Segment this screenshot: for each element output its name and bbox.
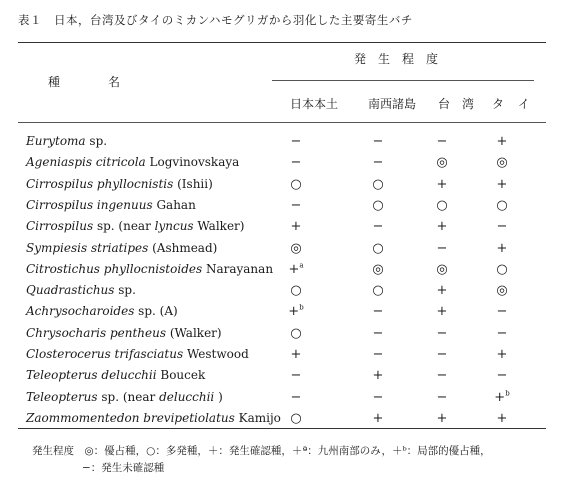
species-name (26, 219, 244, 233)
occurrence-cell (422, 177, 462, 192)
species-name-italic: Achrysocharoides (26, 304, 135, 319)
occurrence-cell (422, 262, 462, 277)
occurrence-cell (482, 219, 522, 234)
species-name-italic: Cirrospilus phyllocnistis (26, 176, 174, 191)
occurrence-symbol: − (372, 347, 384, 362)
occurrence-cell (276, 368, 316, 383)
occurrence-cell (358, 198, 398, 213)
species-header-char-2: 名 (108, 75, 121, 89)
species-name (26, 283, 136, 297)
table-row (0, 262, 563, 282)
species-name-italic: Closterocerus trifasciatus (26, 347, 184, 361)
occurrence-symbol: + (494, 389, 506, 405)
occurrence-symbol: − (372, 389, 384, 405)
occurrence-cell (358, 390, 398, 405)
species-name (26, 134, 107, 148)
col-header-thailand: タイ (492, 97, 544, 111)
occurrence-symbol: − (496, 219, 508, 235)
occurrence-cell (276, 198, 316, 213)
table-row (0, 177, 563, 197)
top-rule (18, 42, 546, 43)
occurrence-cell (422, 304, 462, 319)
species-name-italic: Cirrospilus ingenuus (26, 197, 153, 212)
species-name-italic: delucchii (159, 389, 215, 404)
occurrence-cell (422, 241, 462, 256)
species-name (26, 155, 239, 169)
occurrence-symbol: − (290, 155, 302, 171)
species-name-roman: Logvinovskaya (145, 155, 240, 170)
occurrence-cell (276, 411, 316, 426)
occurrence-symbol: + (436, 304, 448, 320)
occurrence-cell (482, 177, 522, 192)
occurrence-symbol: + (288, 304, 300, 320)
species-name-italic: Quadrastichus (26, 283, 115, 298)
occurrence-cell (482, 368, 522, 383)
table-row (0, 283, 563, 303)
occurrence-symbol: ○ (372, 283, 384, 299)
species-name-roman: (Ishii) (173, 176, 213, 191)
bottom-rule (18, 428, 546, 429)
occurrence-cell (358, 219, 398, 234)
table-row (0, 241, 563, 261)
table-row (0, 155, 563, 175)
occurrence-cell (358, 368, 398, 383)
species-name (26, 368, 205, 382)
species-name (26, 262, 273, 276)
occurrence-cell (422, 134, 462, 149)
species-name-roman: Walker) (193, 219, 245, 234)
species-column-header (48, 73, 120, 90)
table-row (0, 390, 563, 410)
species-name-roman: Westwood (183, 347, 249, 361)
occurrence-symbol: − (436, 134, 448, 149)
occurrence-symbol: − (436, 368, 448, 384)
table-row (0, 304, 563, 324)
occurrence-symbol: ◎ (496, 283, 508, 299)
species-name-italic: Zaommomentedon brevipetiolatus (26, 410, 235, 425)
occurrence-cell (358, 177, 398, 192)
occurrence-cell (482, 411, 522, 426)
table-row (0, 134, 563, 154)
species-name (26, 390, 223, 404)
header-bottom-rule (18, 122, 546, 123)
occurrence-cell (276, 219, 316, 234)
occurrence-symbol: − (496, 304, 508, 320)
species-name-italic: Teleopterus delucchii (26, 368, 157, 383)
occurrence-symbol: + (496, 347, 508, 362)
species-name-roman: sp. (114, 283, 136, 298)
occurrence-symbol: − (290, 389, 302, 405)
occurrence-symbol: ○ (290, 410, 302, 426)
occurrence-cell (422, 198, 462, 213)
occurrence-cell (358, 304, 398, 319)
occurrence-cell (276, 177, 316, 192)
occurrence-cell (422, 411, 462, 426)
occurrence-symbol: ◎ (290, 240, 302, 256)
occurrence-symbol: ○ (496, 197, 508, 213)
occurrence-symbol: ◎ (496, 155, 508, 171)
occurrence-symbol: + (372, 410, 384, 426)
table-row (0, 198, 563, 218)
occurrence-cell (358, 155, 398, 170)
occurrence-symbol: − (496, 368, 508, 384)
occurrence-cell (358, 262, 398, 277)
occurrence-symbol: ◎ (436, 155, 448, 171)
species-name-roman: Boucek (156, 368, 206, 383)
occurrence-symbol: − (372, 219, 384, 235)
occurrence-cell (422, 368, 462, 383)
occurrence-symbol: − (290, 197, 302, 213)
occurrence-cell (276, 262, 316, 277)
occurrence-cell (276, 390, 316, 405)
footnote-marker: b (505, 389, 510, 398)
species-header-char-1: 種 (48, 75, 61, 89)
occurrence-cell (482, 347, 522, 362)
occurrence-symbol: − (290, 134, 302, 149)
occurrence-cell (482, 326, 522, 341)
species-name-roman: sp. (85, 134, 108, 148)
footnote-marker: b (299, 304, 304, 313)
occurrence-cell (276, 304, 316, 319)
occurrence-symbol: + (436, 410, 448, 426)
occurrence-cell (358, 347, 398, 362)
occurrence-symbol: − (372, 304, 384, 320)
occurrence-cell (358, 326, 398, 341)
occurrence-symbol: + (496, 176, 508, 192)
col-header-japan-mainland: 日本本土 (290, 97, 339, 111)
occurrence-cell (276, 241, 316, 256)
occurrence-cell (422, 347, 462, 362)
species-name-roman: Narayanan (202, 261, 274, 276)
species-name (26, 177, 213, 191)
occurrence-symbol: − (372, 325, 384, 341)
table-row (0, 326, 563, 346)
occurrence-symbol: ○ (372, 197, 384, 213)
occurrence-cell (482, 283, 522, 298)
footnote-marker: a (299, 261, 304, 270)
occurrence-symbol: + (288, 261, 300, 277)
occurrence-symbol: + (436, 176, 448, 192)
occurrence-cell (276, 326, 316, 341)
occurrence-cell (276, 134, 316, 149)
occurrence-cell (482, 304, 522, 319)
occurrence-cell (422, 326, 462, 341)
species-name-italic: Citrostichus phyllocnistoides (26, 261, 203, 276)
species-name-italic: Cirrospilus (26, 219, 94, 234)
group-underline (272, 80, 534, 81)
occurrence-cell (482, 262, 522, 277)
occurrence-cell (482, 134, 522, 149)
col-header-taiwan: 台湾 (438, 97, 487, 111)
occurrence-symbol: + (290, 347, 302, 362)
species-name-italic: Ageniaspis citricola (26, 155, 146, 170)
occurrence-cell (422, 390, 462, 405)
occurrence-symbol: − (436, 347, 448, 362)
occurrence-cell (358, 283, 398, 298)
species-name-roman: (Walker) (166, 325, 222, 340)
occurrence-symbol: − (290, 368, 302, 384)
species-name (26, 326, 222, 340)
legend-line-1: 発生程度 ◎：優占種，○：多発種，＋：発生確認種，＋ª：九州南部のみ，＋ᵇ：局部的優占種， (32, 445, 491, 457)
occurrence-cell (422, 155, 462, 170)
species-name-roman: sp. (near (93, 219, 155, 234)
species-name-italic: lyncus (154, 219, 194, 234)
occurrence-symbol: + (290, 219, 302, 235)
occurrence-symbol: − (436, 389, 448, 405)
table-row (0, 347, 563, 367)
species-name-italic: Chrysocharis pentheus (26, 325, 167, 340)
occurrence-symbol: ○ (290, 325, 302, 341)
occurrence-symbol: ○ (372, 240, 384, 256)
species-name (26, 347, 249, 361)
species-name (26, 304, 178, 318)
occurrence-cell (358, 134, 398, 149)
occurrence-symbol: + (372, 368, 384, 384)
occurrence-symbol: − (436, 240, 448, 256)
occurrence-cell (482, 241, 522, 256)
species-name (26, 241, 217, 255)
species-name-roman: sp. (A) (134, 304, 178, 319)
occurrence-cell (358, 411, 398, 426)
species-name-italic: Teleopterus (26, 389, 98, 404)
occurrence-cell (276, 283, 316, 298)
occurrence-symbol: + (436, 219, 448, 235)
table-title: 表１ 日本，台湾及びタイのミカンハモグリガから羽化した主要寄生バチ (18, 13, 413, 27)
species-name (26, 198, 196, 212)
species-name-roman: sp. (near (97, 389, 160, 404)
legend-line-2: −：発生未確認種 (82, 462, 165, 474)
species-name (26, 411, 281, 425)
occurrence-symbol: ◎ (436, 261, 448, 277)
occurrence-symbol: + (496, 240, 508, 256)
occurrence-symbol: ○ (372, 176, 384, 192)
occurrence-symbol: − (372, 134, 384, 149)
occurrence-group-header: 発生程度 (354, 52, 451, 66)
occurrence-cell (422, 283, 462, 298)
occurrence-symbol: + (436, 283, 448, 299)
species-name-roman: Kamijo (234, 410, 281, 425)
occurrence-cell (276, 155, 316, 170)
species-name-italic: Sympiesis striatipes (26, 240, 149, 255)
occurrence-symbol: ○ (436, 197, 448, 213)
occurrence-symbol: − (372, 155, 384, 171)
table-row (0, 219, 563, 239)
occurrence-symbol: + (496, 410, 508, 426)
species-name-roman: (Ashmead) (148, 240, 218, 255)
occurrence-cell (482, 198, 522, 213)
occurrence-symbol: + (496, 134, 508, 149)
occurrence-symbol: ○ (290, 283, 302, 299)
occurrence-symbol: − (436, 325, 448, 341)
occurrence-cell (358, 241, 398, 256)
occurrence-symbol: ○ (496, 261, 508, 277)
species-name-roman: ) (214, 389, 223, 404)
occurrence-symbol: ◎ (372, 261, 384, 277)
table-row (0, 368, 563, 388)
occurrence-symbol: − (496, 325, 508, 341)
species-name-roman: Gahan (152, 197, 196, 212)
occurrence-cell (276, 347, 316, 362)
col-header-nansei-islands: 南西諸島 (368, 97, 417, 111)
occurrence-symbol: ○ (290, 176, 302, 192)
species-name-italic: Eurytoma (26, 134, 86, 148)
occurrence-cell (482, 390, 522, 405)
occurrence-cell (482, 155, 522, 170)
occurrence-cell (422, 219, 462, 234)
